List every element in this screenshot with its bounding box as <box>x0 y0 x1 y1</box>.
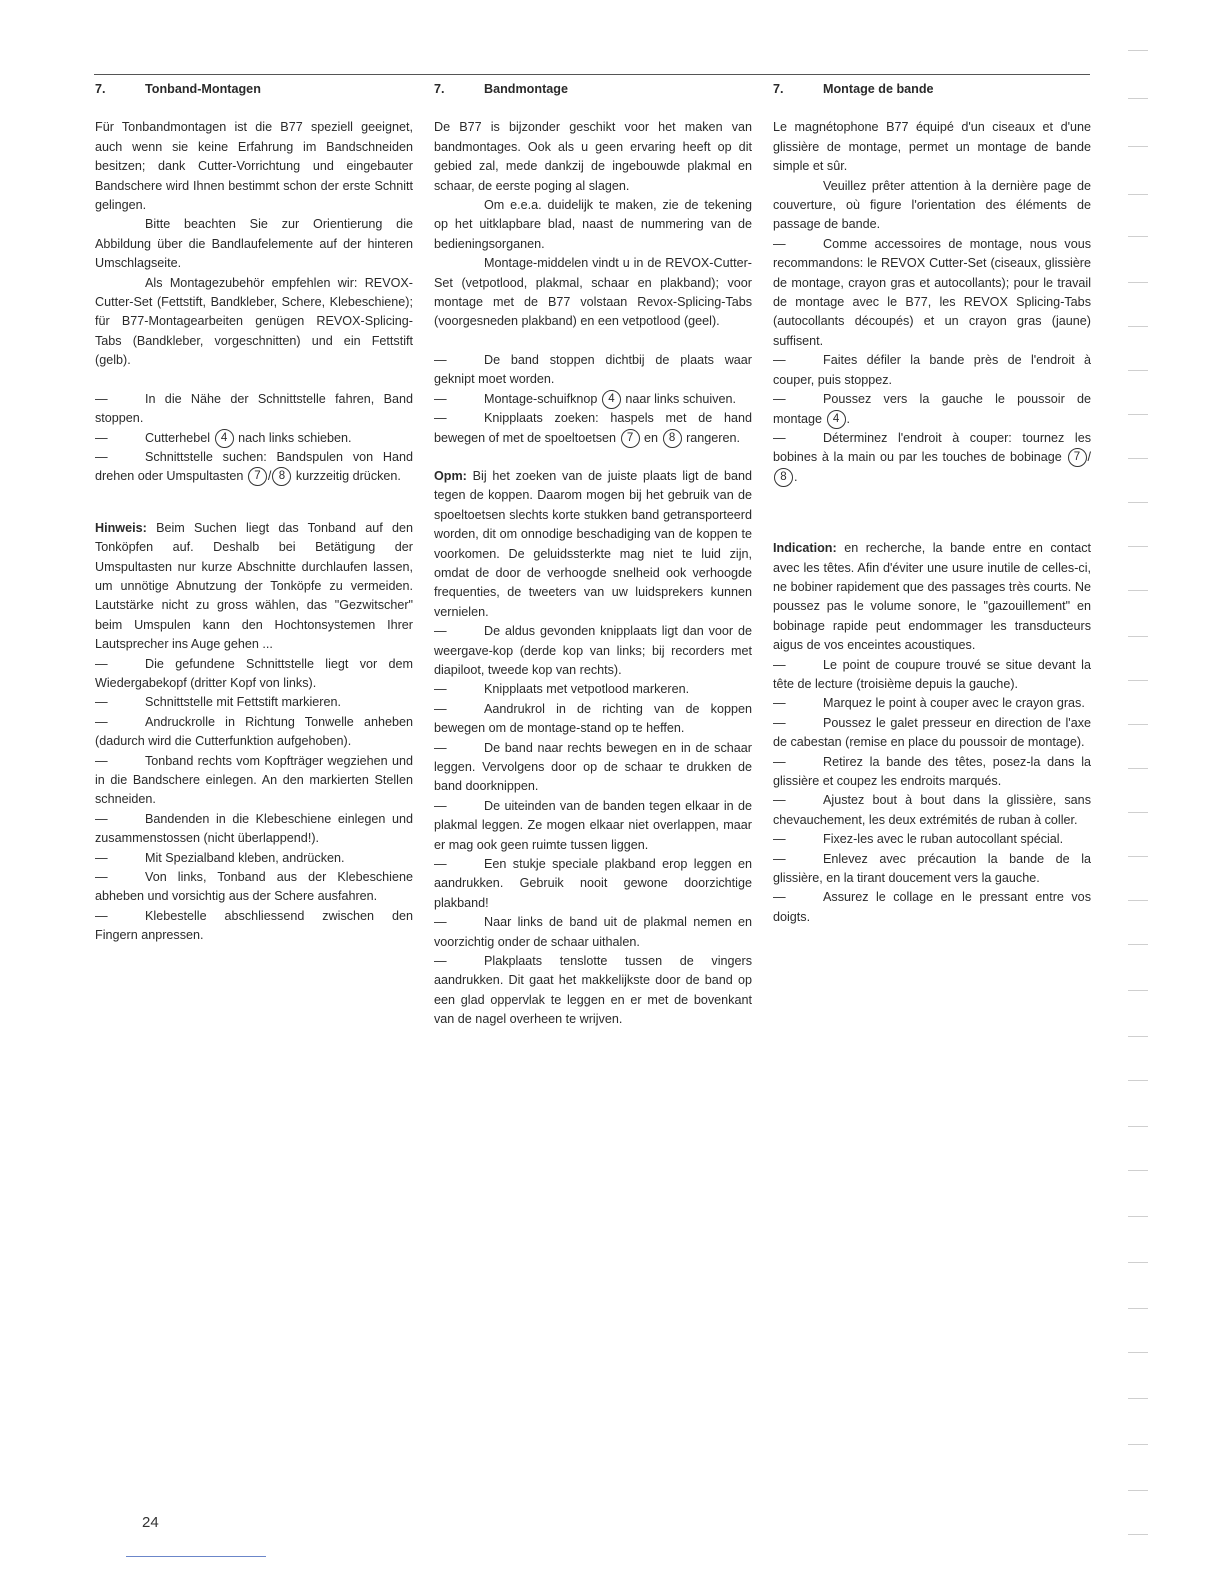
step-item: — Enlevez avec précaution la bande de la glissière, en la tirant doucement vers la gauche. <box>773 851 1091 886</box>
control-4-circle: 4 <box>602 390 621 409</box>
step-item: — Déterminez l'endroit à couper: tournez les bobines à la main ou par les touches de bobinage 7 /8 . <box>773 429 1091 487</box>
step-item: — Retirez la bande des têtes, posez-la dans la glissière et coupez les endroits marqués. <box>773 754 1091 788</box>
step-item: — De band naar rechts bewegen en in de schaar leggen. Vervolgens door op de schaar te drukken de band doorknippen. <box>434 740 752 794</box>
step-item: — De band stoppen dichtbij de plaats waar geknipt moet worden. <box>434 352 752 387</box>
section-title: Tonband-Montagen <box>145 82 261 96</box>
intro-paragraph: Montage-middelen vindt u in de REVOX-Cutter-Set (vetpotlood, plakmal, schaar en plakband); voor montage met de B77 volstaan Revox-Splicing-Tabs (voorgesneden plakband) en een vetpotlood (geel). <box>434 256 752 329</box>
step-item: — Plakplaats tenslotte tussen de vingers aandrukken. Dit gaat het makkelijkste door de band op een glad oppervlak te leggen en er met de bovenkant van de nagel overheen te wrijven. <box>434 954 752 1027</box>
intro-paragraph: Le magnétophone B77 équipé d'un ciseaux et d'une glissière de montage, permet un montage de bande simple et sûr. <box>773 120 1091 174</box>
intro-paragraph: De B77 is bijzonder geschikt voor het maken van bandmontages. Ook als u geen ervaring heeft op dit gebied zal, mede dankzij de ingebouwde plakmal en schaar, de eerste poging al slagen. <box>434 120 752 193</box>
step-item: — Schnittstelle suchen: Bandspulen von Hand drehen oder Umspultasten 7 / 8 kurzzeitig drücken. <box>95 448 413 487</box>
step-item: — Klebestelle abschliessend zwischen den Fingern anpressen. <box>95 908 413 943</box>
step-item: — Knipplaats zoeken: haspels met de hand bewegen of met de spoeltoetsen 7 en 8 rangeren. <box>434 409 752 448</box>
step-item: — Naar links de band uit de plakmal nemen en voorzichtig onder de schaar uithalen. <box>434 915 752 949</box>
margin-tick-marks <box>1128 40 1150 1560</box>
step-item: — Aandrukrol in de richting van de koppen bewegen om de montage-stand op te heffen. <box>434 701 752 736</box>
note-paragraph: Indication: en recherche, la bande entre en contact avec les têtes. Afin d'éviter une usure inutile de celles-ci, ne bobiner rapidement que des passages très courts. Ne poussez pas le volume sonore, le "gazouillement" en bobinage rapide peut endommager les transducteurs aigus de vos enceintes acoustiques. <box>773 541 1091 653</box>
note-paragraph: Hinweis: Beim Suchen liegt das Tonband auf den Tonköpfen auf. Deshalb bei Betätigung der Umspultasten nur kurze Abschnitte durchlaufen lassen, um unnötige Abnutzung der Tonköpfe zu vermeiden. Lautstärke nicht zu gross wählen, das "Gezwitscher" beim Umspulen kann den Hochtonsystemen Ihrer Lautsprecher ins Auge gehen ... <box>95 520 414 652</box>
section-heading <box>773 80 1091 99</box>
step-item: — Poussez vers la gauche le poussoir de montage 4 . <box>773 390 1091 429</box>
step-item: — In die Nähe der Schnittstelle fahren, Band stoppen. <box>95 391 413 426</box>
step-item: — De uiteinden van de banden tegen elkaar in de plakmal leggen. Ze mogen elkaar niet overlappen, maar er mag ook geen ruimte tussen liggen. <box>434 798 752 852</box>
section-number: 7. <box>95 82 106 96</box>
step-item: — Le point de coupure trouvé se situe devant la tête de lecture (troisième depuis la gauche). <box>773 657 1091 691</box>
step-item: — Montage-schuifknop 4 naar links schuiven. <box>434 390 752 409</box>
control-7-circle: 7 <box>248 467 267 486</box>
step-item: — Assurez le collage en le pressant entre vos doigts. <box>773 890 1091 924</box>
column-french <box>773 80 1091 927</box>
step-item: — Knipplaats met vetpotlood markeren. <box>434 682 690 697</box>
page-number: 24 <box>142 1514 159 1531</box>
section-heading <box>434 80 752 99</box>
control-4-circle: 4 <box>827 410 846 429</box>
section-number: 7. <box>773 82 784 96</box>
step-item: — Andruckrolle in Richtung Tonwelle anheben (dadurch wird die Cutterfunktion aufgehoben). <box>95 714 413 749</box>
section-heading <box>95 80 413 99</box>
bottom-rule <box>126 1556 266 1557</box>
step-item: — Poussez le galet presseur en direction de l'axe de cabestan (remise en place du poussoir de montage). <box>773 715 1091 750</box>
intro-paragraph: Bitte beachten Sie zur Orientierung die Abbildung über die Bandlaufelemente auf der hinteren Umschlagseite. <box>95 217 413 271</box>
step-item: — De aldus gevonden knipplaats ligt dan voor de weergave-kop (derde kop van links; bij recorders met diapiloot, tweede kop van rechts). <box>434 624 752 677</box>
section-title: Montage de bande <box>823 82 934 96</box>
control-7-circle: 7 <box>1068 448 1087 467</box>
step-item: — Von links, Tonband aus der Klebeschiene abheben und vorsichtig aus der Schere ausfahren. <box>95 870 413 904</box>
step-item: — Marquez le point à couper avec le crayon gras. <box>773 696 1085 711</box>
step-item: — Schnittstelle mit Fettstift markieren. <box>95 695 341 710</box>
step-item: — Cutterhebel 4 nach links schieben. <box>95 429 413 448</box>
control-8-circle: 8 <box>774 468 793 487</box>
intro-paragraph: Om e.e.a. duidelijk te maken, zie de tekening op het uitklapbare blad, naast de nummering van de bedieningsorganen. <box>434 198 752 251</box>
step-item: — Ajustez bout à bout dans la glissière, sans chevauchement, les deux extrémités de ruban à coller. <box>773 793 1091 827</box>
control-4-circle: 4 <box>215 429 234 448</box>
note-label: Hinweis: <box>95 520 147 535</box>
intro-paragraph: Veuillez prêter attention à la dernière page de couverture, où figure l'orientation des éléments de passage de bande. <box>773 178 1091 232</box>
step-item: — Die gefundene Schnittstelle liegt vor dem Wiedergabekopf (dritter Kopf von links). <box>95 656 413 690</box>
note-label: Opm: <box>434 468 467 483</box>
intro-paragraph: Als Montagezubehör empfehlen wir: REVOX-Cutter-Set (Fettstift, Bandkleber, Schere, Klebeschiene); für B77-Montagearbeiten genügen REVOX-Splicing-Tabs (Bandkleber, vorgeschnitten) und ein Fettstift (gelb). <box>95 275 413 368</box>
column-german <box>95 80 413 946</box>
note-label: Indication: <box>773 541 837 556</box>
top-rule <box>94 74 1090 75</box>
step-item: — Mit Spezialband kleben, andrücken. <box>95 850 345 865</box>
step-item: — Fixez-les avec le ruban autocollant spécial. <box>773 832 1064 847</box>
section-title: Bandmontage <box>484 82 568 96</box>
control-8-circle: 8 <box>663 429 682 448</box>
control-7-circle: 7 <box>621 429 640 448</box>
step-item: — Faites défiler la bande près de l'endroit à couper, puis stoppez. <box>773 353 1091 387</box>
column-dutch <box>434 80 752 1030</box>
control-8-circle: 8 <box>272 467 291 486</box>
step-item: — Bandenden in die Klebeschiene einlegen und zusammenstossen (nicht überlappend!). <box>95 811 413 846</box>
step-item: — Een stukje speciale plakband erop leggen en aandrukken. Gebruik nooit gewone doorzichtige plakband! <box>434 857 752 910</box>
note-paragraph: Opm: Bij het zoeken van de juiste plaats ligt de band tegen de koppen. Daarom mogen bij het gebruik van de spoeltoetsen slechts korte stukken band getransporteerd worden, dit om onnodige beschadiging van de koppen te voorkomen. De geluidssterkte mag niet te luid zijn, omdat de door de verhoogde snelheid ook verhoogde frequenties, de tweeters van uw luidsprekers kunnen vernielen. <box>434 468 753 619</box>
intro-paragraph: Für Tonbandmontagen ist die B77 speziell geeignet, auch wenn sie keine Erfahrung im Bandschneiden besitzen; dank Cutter-Vorrichtung und eingebauter Bandschere wird Ihnen bestimmt schon der erste Schnitt gelingen. <box>95 120 413 213</box>
step-item: — Comme accessoires de montage, nous vous recommandons: le REVOX Cutter-Set (ciseaux, glissière de montage, crayon gras et autocollants); pour le travail de montage avec le B77, les REVOX Splicing-Tabs (autocollants découpés) et un crayon gras (jaune) suffisent. <box>773 236 1091 348</box>
step-item: — Tonband rechts vom Kopfträger wegziehen und in die Bandschere einlegen. An den markierten Stellen schneiden. <box>95 753 413 807</box>
section-number: 7. <box>434 82 445 96</box>
